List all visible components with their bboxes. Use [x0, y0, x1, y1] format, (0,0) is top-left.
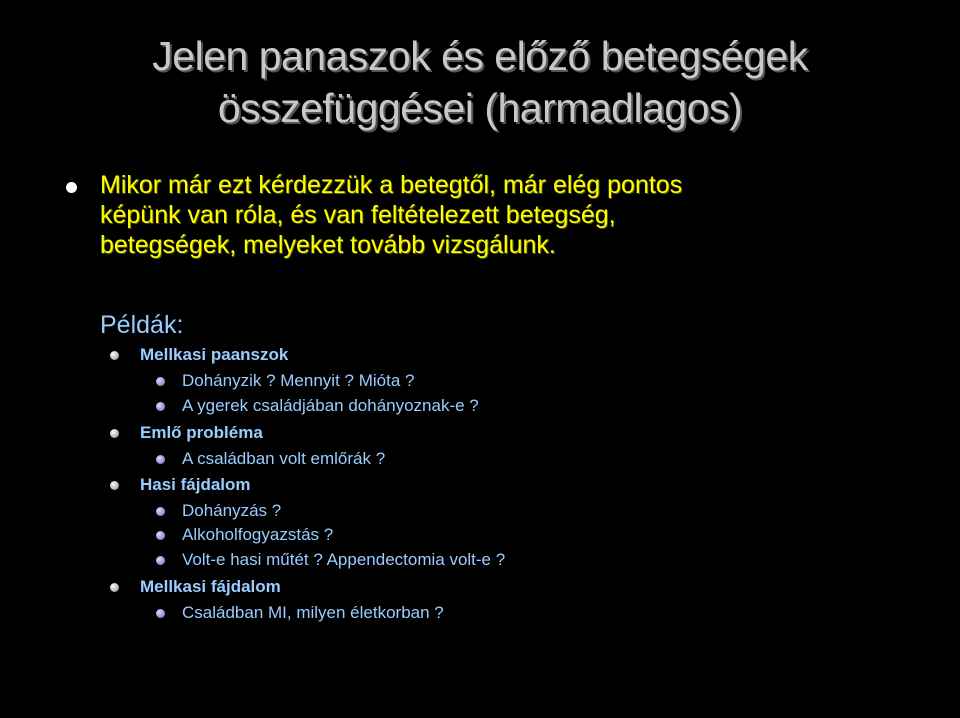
list-subitem — [182, 395, 479, 417]
main-bullet — [62, 170, 922, 260]
bullet-icon — [110, 481, 119, 490]
list-item — [140, 422, 263, 444]
examples-heading: Példák: — [100, 311, 184, 339]
list-item — [140, 576, 281, 598]
list-item — [140, 344, 288, 366]
bullet-icon — [110, 351, 119, 360]
list-item-label: Mellkasi fájdalom — [140, 577, 281, 596]
list-subitem — [182, 549, 505, 571]
list-item-label: Mellkasi paanszok — [140, 345, 289, 364]
slide-title — [0, 30, 960, 134]
title-line-1: Jelen panaszok és előző betegségek — [152, 33, 808, 79]
list-subitem-label: Dohányzik ? Mennyit ? Mióta ? — [182, 371, 415, 390]
list-subitem-label: Családban MI, milyen életkorban ? — [182, 603, 444, 622]
list-subitem — [182, 500, 281, 522]
bullet-icon — [110, 583, 119, 592]
bullet-dot-icon — [66, 182, 77, 193]
list-subitem-label: A ygerek családjában dohányoznak-e ? — [182, 396, 479, 415]
bullet-icon — [110, 429, 119, 438]
list-subitem-label: Volt-e hasi műtét ? Appendectomia volt-e ? — [182, 550, 506, 569]
list-item — [140, 474, 251, 496]
list-subitem — [182, 602, 444, 624]
sub-bullet-icon — [156, 507, 165, 516]
list-subitem — [182, 524, 333, 546]
list-item-label: Hasi fájdalom — [140, 475, 251, 494]
sub-bullet-icon — [156, 402, 165, 411]
main-bullet-line-3: betegségek, melyeket tovább vizsgálunk. — [100, 231, 556, 259]
list-subitem-label: A családban volt emlőrák ? — [182, 449, 386, 468]
sub-bullet-icon — [156, 556, 165, 565]
list-subitem-label: Alkoholfogyazstás ? — [182, 525, 334, 544]
title-line-2: összefüggései (harmadlagos) — [217, 85, 743, 131]
main-bullet-line-1: Mikor már ezt kérdezzük a betegtől, már elég pontos — [100, 171, 683, 199]
list-subitem — [182, 370, 414, 392]
sub-bullet-icon — [156, 455, 165, 464]
sub-bullet-icon — [156, 377, 165, 386]
main-bullet-line-2: képünk van róla, és van feltételezett betegség, — [100, 201, 616, 229]
sub-bullet-icon — [156, 609, 165, 618]
list-subitem-label: Dohányzás ? — [182, 501, 282, 520]
list-item-label: Emlő probléma — [140, 423, 263, 442]
sub-bullet-icon — [156, 531, 165, 540]
list-subitem — [182, 448, 385, 470]
